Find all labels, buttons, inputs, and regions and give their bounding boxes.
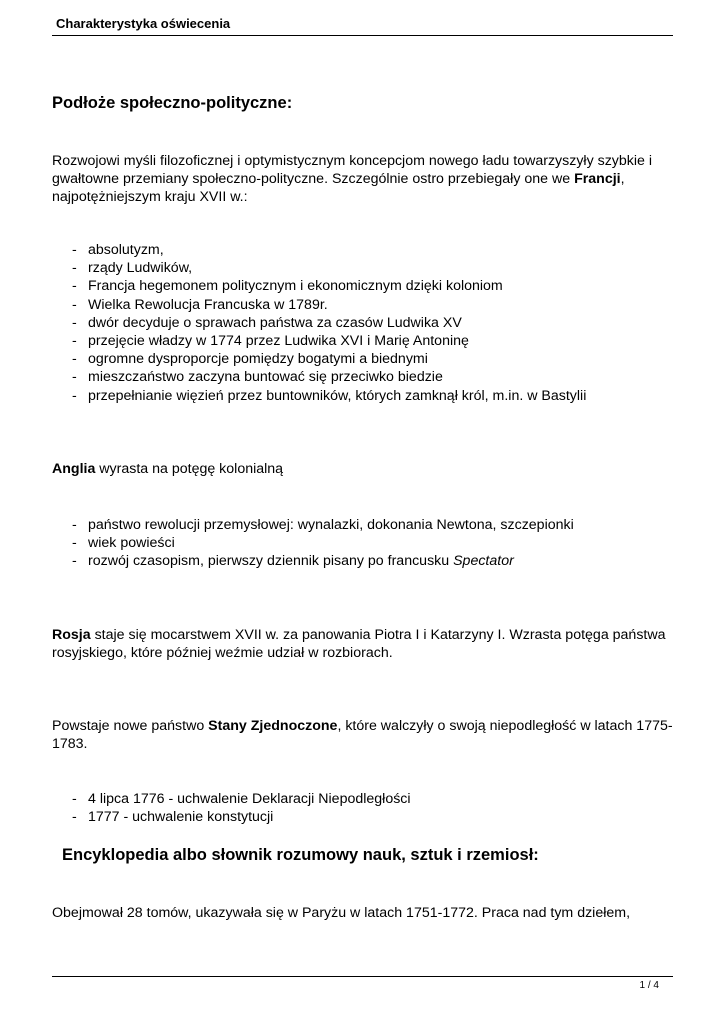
usa-text-2: , które walczyły o swoją niepodległość w latach 1775-1783. [52,718,673,752]
document-header-title: Charakterystyka oświecenia [56,16,231,31]
intro-france: Francji [574,171,621,187]
spectator-title: Spectator [453,553,514,570]
list-item: - państwo rewolucji przemysłowej: wynalazki, dokonania Newtona, szczepionki [70,516,574,534]
list-item: - przepełnianie więzień przez buntowników, których zamknął król, m.in. w Bastylii [70,387,586,405]
russia-paragraph [52,626,677,662]
list-item: - absolutyzm, [70,241,586,259]
footer-divider [52,976,673,977]
usa-label: Stany Zjednoczone [208,718,338,734]
russia-text: staje się mocarstwem XVII w. za panowania Piotra I i Katarzyny I. Wzrasta potęga państwa rosyjskiego, które później weźmie udział w rozbiorach. [52,627,666,661]
list-item: - mieszczaństwo zaczyna buntować się przeciwko biedzie [70,368,586,386]
section-heading-encyclopedia: Encyklopedia albo słownik rozumowy nauk, sztuk i rzemiosł: [62,846,539,864]
list-item: - wiek powieści [70,534,574,552]
header-divider [52,35,673,36]
usa-paragraph [52,717,677,753]
list-item: - Francja hegemonem politycznym i ekonomicznym dzięki koloniom [70,277,586,295]
list-item [70,552,574,570]
usa-list [70,790,411,826]
usa-text-1: Powstaje nowe państwo [52,718,209,734]
list-item: - ogromne dysproporcje pomiędzy bogatymi a biednymi [70,350,586,368]
intro-text-2: , najpotężniejszym kraju XVII w.: [52,171,625,205]
list-item: - 4 lipca 1776 - uchwalenie Deklaracji Niepodległości [70,790,411,808]
section-heading-background: Podłoże społeczno-polityczne: [52,94,293,112]
england-paragraph [52,460,677,478]
england-list [70,516,574,571]
intro-text-1: Rozwojowi myśli filozoficznej i optymistycznym koncepcjom nowego ładu towarzyszyły szybkie i gwałtowne przemiany społeczno-polityczne. Szczególnie ostro przebiegały one we [52,153,653,187]
russia-label: Rosja [52,627,91,643]
intro-paragraph [52,152,677,206]
list-item: - rządy Ludwików, [70,259,586,277]
list-item: - dwór decyduje o sprawach państwa za czasów Ludwika XV [70,314,586,332]
list-item-text: rozwój czasopism, pierwszy dziennik pisany po francusku [88,553,454,570]
list-item: - 1777 - uchwalenie konstytucji [70,808,411,826]
france-list [70,241,586,405]
list-item: - Wielka Rewolucja Francuska w 1789r. [70,296,586,314]
england-label: Anglia [52,461,96,477]
england-text: wyrasta na potęgę kolonialną [95,461,284,477]
encyclopedia-paragraph: Obejmował 28 tomów, ukazywała się w Paryżu w latach 1751-1772. Praca nad tym dziełem, [52,905,631,921]
list-item: - przejęcie władzy w 1774 przez Ludwika XVI i Marię Antoninę [70,332,586,350]
page-number: 1 / 4 [639,980,659,991]
